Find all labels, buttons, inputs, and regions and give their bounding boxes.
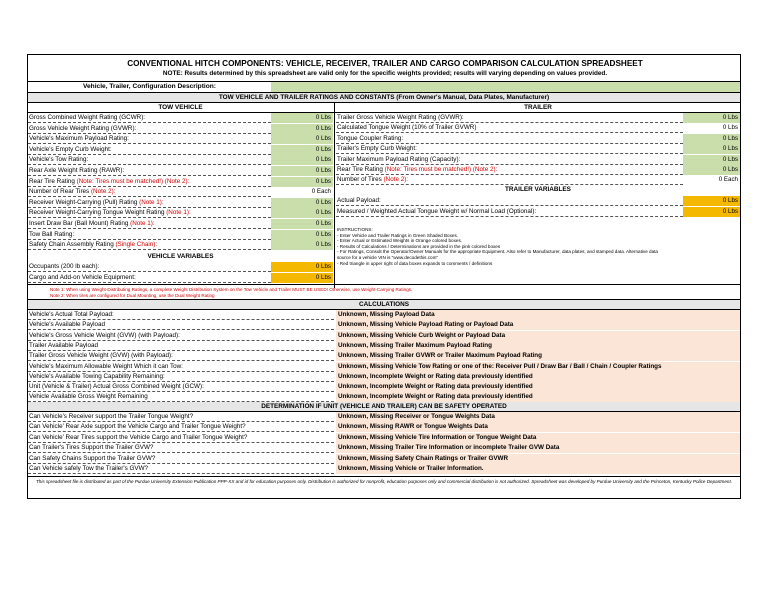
table-row [28,166,333,176]
row-note: (Single Chain): [115,241,158,249]
result-row [28,443,740,453]
table-row [28,155,333,165]
table-row [336,165,740,175]
row-underline [336,216,683,217]
table-row [336,123,740,133]
note-1: Note 1: When using Weight-Distributing Ratings, a complete Weight Distribution System on the Tow Vehicle and Trailer MUST BE USED! Otherwise, use Weight-Carrying Ratings. [50,287,413,292]
result-row [28,331,740,341]
value-cell[interactable]: 0 Lbs [271,240,333,250]
row-label: Vehicle Available Gross Weight Remaining [29,393,148,401]
row-label-text: Trailer's Empty Curb Weight: [337,145,417,153]
tow-vehicle-header: TOW VEHICLE [28,103,333,112]
value-cell[interactable]: 0 Lbs [271,166,333,176]
table-row [28,134,333,144]
table-row [336,113,740,123]
row-label: Vehicle's Actual Total Payload: [29,311,114,318]
row-note: (Note: Tires must be matched!) (Note 2): [76,177,190,185]
trailer-variables-header: TRAILER VARIABLES [336,185,740,194]
value-cell[interactable]: 0 Lbs [683,165,740,175]
row-label: Can Vehicle' Rear Tires support the Vehicle Cargo and Trailer Tongue Weight? [29,433,248,441]
value-cell: 0 Each [718,176,738,184]
value-cell[interactable]: 0 Lbs [683,113,740,123]
table-row [336,196,740,206]
row-label-text: Vehicle's Empty Curb Weight: [29,145,112,153]
result-cell: Unknown, Missing Vehicle Curb Weight or Payload Data [336,331,740,341]
result-cell: Unknown, Missing Trailer GVWR or Trailer Maximum Payload Rating [336,351,740,361]
row-label-text: Vehicle's Maximum Payload Rating: [29,135,129,143]
table-row [336,134,740,144]
instruction-line: - Results of Calculations / Determinations are provided in the pink colored boxes [337,243,501,249]
row-underline [28,473,334,474]
row-underline [336,184,683,185]
vehicle-variables-header: VEHICLE VARIABLES [28,252,333,261]
instructions [337,227,739,266]
result-row [28,392,740,402]
divider [28,476,740,477]
spreadsheet [27,54,741,499]
table-row [336,144,740,154]
table-row [28,198,333,208]
value-cell[interactable]: 0 Lbs [271,177,333,187]
row-label-text: Gross Vehicle Weight Rating (GVWR): [29,124,137,132]
row-label: Can Vehicle' Rear Axle support the Vehicle Cargo and Trailer Tongue Weight? [29,423,246,431]
row-underline [336,205,683,206]
table-row [28,240,333,250]
result-cell: Unknown, Missing Vehicle Tow Rating or one of the: Receiver Pull / Draw Bar / Ball / Chain / Coupler Ratings [336,362,740,372]
row-label-text: Tow Ball Rating: [29,230,75,238]
result-row [28,382,740,392]
row-note: (Note 2): [383,176,409,184]
row-label: Can Vehicle safely Tow the Trailer's GVW? [29,465,149,472]
value-cell: 0 Each [311,188,331,196]
value-cell[interactable]: 0 Lbs [271,208,333,218]
table-row [28,113,333,123]
result-row [28,310,740,320]
row-label-text: Actual Payload: [337,197,381,204]
value-cell[interactable]: 0 Lbs [271,219,333,229]
description-row [28,82,740,92]
value-cell[interactable]: 0 Lbs [683,196,740,206]
column-divider [334,103,335,288]
description-label: Vehicle, Trailer, Configuration Description: [82,83,216,90]
row-note: (Note: Tires must be matched!) (Note 2): [384,166,498,173]
row-note: (Note 1): [166,209,191,217]
result-cell: Unknown, Incomplete Weight or Rating data previously identified [336,382,740,392]
page-title: CONVENTIONAL HITCH COMPONENTS: VEHICLE, RECEIVER, TRAILER AND CARGO COMPARISON CALCULATION SPREADSHEET [127,59,643,68]
instruction-line: - Enter Vehicle and Trailer Ratings in Green Shaded Boxes. [337,232,459,238]
row-label-text: Insert Draw Bar (Ball Mount) Rating [29,220,131,227]
row-label-text: Rear Axle Weight Rating (RAWR): [29,167,125,174]
header-note: NOTE: Results determined by this spreadsheet are valid only for the specific weights provided; results will varying depending on values provided. [162,70,608,77]
value-cell[interactable]: 0 Lbs [271,198,333,208]
row-label: Unit (Vehicle & Trailer) Actual Gross Combined Weight (GCW): [29,383,204,391]
table-row [28,219,333,229]
row-label-text: Trailer Gross Vehicle Weight Rating (GVWR): [337,114,464,121]
result-cell: Unknown, Incomplete Weight or Rating data previously identified [336,372,740,382]
table-row [28,273,333,283]
row-label-text: Trailer Maximum Payload Rating (Capacity): [337,155,461,163]
instruction-line: - Enter Actual or Estimated Weights in Orange colored boxes. [337,238,463,244]
table-row [336,207,740,217]
table-row [28,124,333,134]
result-row [28,412,740,422]
result-row [28,362,740,372]
value-cell[interactable]: 0 Lbs [271,124,333,134]
result-cell: Unknown, Missing Vehicle Tire Information or Tongue Weight Data [336,433,740,443]
result-row [28,454,740,464]
table-row [28,262,333,272]
result-row [28,320,740,330]
result-cell: Unknown, Missing Trailer Maximum Payload Rating [336,341,740,351]
row-label-text: Cargo and Add-on Vehicle Equipment: [29,273,136,281]
row-label: Vehicle's Available Towing Capability Remaining: [29,372,165,380]
row-label-text: Vehicle's Tow Rating: [29,156,89,164]
table-row [336,155,740,165]
result-cell: Unknown, Missing RAWR or Tongue Weights Data [336,422,740,432]
trailer-header: TRAILER [336,103,740,112]
table-row [28,230,333,240]
instruction-line: - For Ratings, Consult the Operator/Owner Manuals for the appropriate Equipment. Also refer to Manufacturer, data plates, and stamped data. Alternative data [337,249,658,255]
table-row [336,175,740,185]
result-cell: Unknown, Incomplete Weight or Rating data previously identified [336,392,740,402]
row-label-text: Receiver Weight-Carrying Tongue Weight Rating [29,209,167,217]
result-cell: Unknown, Missing Receiver or Tongue Weights Data [336,412,740,422]
result-row [28,341,740,351]
row-label: Can Trailer's Tires Support the Trailer GVW? [29,444,154,452]
row-label-text: Number of Rear Tires [29,188,91,196]
divider [28,284,740,285]
row-label-text: Calculated Tongue Weight (10% of Trailer GVWR) [337,124,477,132]
table-row [28,145,333,155]
value-cell[interactable]: 0 Lbs [683,144,740,154]
table-row [28,208,333,218]
table-row [28,177,333,187]
result-cell: Unknown, Missing Vehicle or Trailer Information. [336,464,740,474]
row-label: Trailer Gross Vehicle Weight (GVW) (with Payload): [29,352,173,360]
row-underline [28,282,271,283]
value-cell[interactable]: 0 Lbs [683,155,740,165]
value-cell[interactable]: 0 Lbs [271,262,333,272]
row-label: Trailer Available Payload [29,341,98,349]
result-row [28,422,740,432]
row-label-text: Tongue Coupler Rating: [337,134,404,142]
row-label-text: Occupants (200 lb each): [29,263,100,270]
determination-header: DETERMINATION IF UNIT (VEHICLE AND TRAILER) CAN BE SAFETY OPERATED [28,402,740,411]
row-label-text: Safety Chain Assembly Rating [29,241,116,249]
row-label: Can Safety Chains Support the Trailer GVW? [29,454,156,462]
row-note: (Note 1): [130,220,155,227]
section-header-ratings: TOW VEHICLE AND TRAILER RATINGS AND CONSTANTS (From Owner's Manual, Data Plates, Manufacturer) [28,93,740,102]
result-cell: Unknown, Missing Trailer Tire Information or incomplete Trailer GVW Data [336,443,740,453]
result-row [28,372,740,382]
result-cell: Unknown, Missing Payload Data [336,310,740,320]
description-input[interactable] [271,82,740,92]
row-label-text: Rear Tire Rating [337,166,385,173]
row-label: Vehicle's Maximum Allowable Weight Which it can Tow: [29,362,183,370]
row-label-text: Gross Combined Weight Rating (GCWR): [29,114,146,121]
table-row [28,187,333,197]
value-cell[interactable]: 0 Lbs [271,273,333,283]
row-note: (Note 1): [139,198,164,206]
value-cell[interactable]: 0 Lbs [271,145,333,155]
value-cell[interactable]: 0 Lbs [683,134,740,144]
result-cell: Unknown, Missing Vehicle Payload Rating or Payload Data [336,320,740,330]
footer-note: This spreadsheet file is distributed as part of the Purdue University Extension Publication PPP-XX and id for education purposes only. Distribution is authorized for nonprofit, education purposes only and commercial distribution is not authorized. Spreadsheet was developed by Purdue University and the Princeton, Kentucky Police Department. [36,479,732,484]
value-cell[interactable]: 0 Lbs [271,113,333,123]
row-label-text: Rear Tire Rating [29,177,77,185]
row-label-text: Receiver Weight-Carrying (Pull) Rating [29,198,140,206]
row-label: Can Vehicle's Receiver support the Trailer Tongue Weight? [29,413,194,420]
calculations-header: CALCULATIONS [28,300,740,309]
row-label: Vehicle's Available Payload [29,321,106,329]
instruction-line: source for a vehicle VIN is "www.decodethis.com" [337,254,439,260]
instruction-line: - Red triangle in upper right of data boxes expands to comments / definitions [337,260,493,266]
value-cell[interactable]: 0 Lbs [271,134,333,144]
row-label-text: Number of Tires [337,176,384,184]
result-cell: Unknown, Missing Safety Chain Ratings or Trailer GVWR [336,454,740,464]
value-cell[interactable]: 0 Lbs [271,155,333,165]
result-row [28,464,740,474]
value-cell: 0 Lbs [722,124,738,132]
result-row [28,433,740,443]
result-row [28,351,740,361]
row-underline [28,401,334,402]
note-2: Note 2: When tires are configured for Dual Mounting, use the Dual Weight Rating [50,293,215,298]
value-cell[interactable]: 0 Lbs [271,230,333,240]
row-label-text: Measured / Weighted Actual Tongue Weight w/ Normal Load (Optional): [337,208,537,215]
instructions-heading: INSTRUCTIONS: [337,227,373,232]
value-cell[interactable]: 0 Lbs [683,207,740,217]
row-note: (Note 2): [90,188,116,196]
row-underline [28,249,271,250]
row-label: Vehicle's Gross Vehicle Weight (GVW) (with Payload): [29,331,180,339]
